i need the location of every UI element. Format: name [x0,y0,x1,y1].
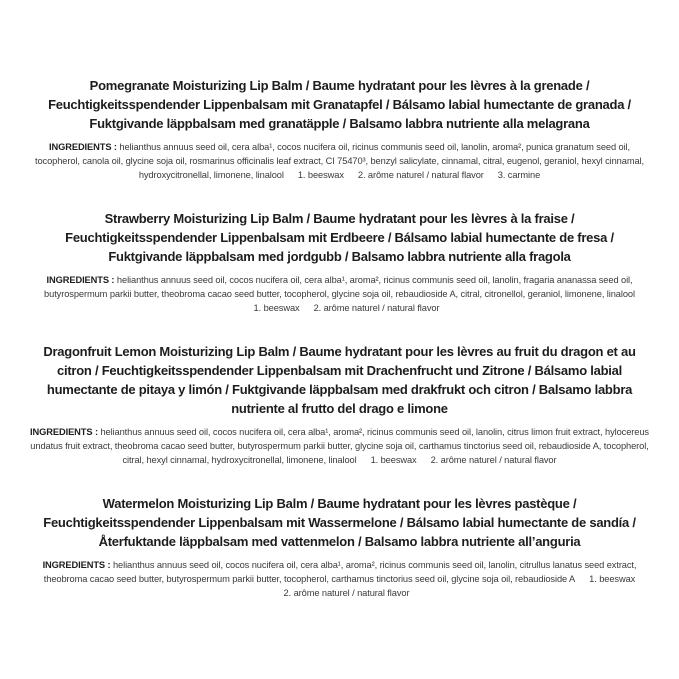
ingredients-text: helianthus annuus seed oil, cera alba¹, cocos nucifera oil, ricinus communis seed oil, lanolin, aroma², punica granatum seed oil, tocopherol, canola oil, glycine soja oil, rosmarinus officinalis leaf extract, CI 75470³, benzyl salicylate, cinnamal, citral, eugenol, geraniol, hexyl cinnamal, hydroxycitronellal, limonene, linalool [34,142,644,180]
ingredients-label: INGREDIENTS : [46,275,115,285]
footnotes [357,455,557,465]
ingredients-paragraph [27,273,652,315]
footnote: 3. carmine [497,170,541,180]
footnote: 2. arôme naturel / natural flavor [283,588,410,598]
footnotes [240,303,440,313]
product-title: Watermelon Moisturizing Lip Balm / Baume hydratant pour les lèvres pastèque / Feuchtigkeitsspendender Lippenbalsam mit Wassermelone / Bálsamo labial humectante de sandía / Återfuktande läppbalsam med vattenmelon / Balsamo labbra nutriente all’anguria [43,496,636,549]
ingredients-text: helianthus annuus seed oil, cocos nucifera oil, cera alba¹, aroma², ricinus communis seed oil, lanolin, citrullus lanatus seed extract, theobroma cacao seed butter, butyrospermum parkii butter, tocopherol, carthamus tinctorius seed oil, glycine soja oil, rebaudioside A [43,560,637,584]
ingredients-label: INGREDIENTS : [42,560,111,570]
product-section-strawberry [26,209,653,315]
ingredients-paragraph [27,558,652,600]
product-section-watermelon [26,494,653,600]
footnote: 2. arôme naturel / natural flavor [313,303,440,313]
product-title: Pomegranate Moisturizing Lip Balm / Baume hydratant pour les lèvres à la grenade / Feuchtigkeitsspendender Lippenbalsam mit Granatapfel / Bálsamo labial humectante de granada / Fuktgivande läppbalsam med granatäpple / Balsamo labbra nutriente alla melagrana [48,78,631,131]
ingredients-text: helianthus annuus seed oil, cocos nucifera oil, cera alba¹, aroma², ricinus communis seed oil, lanolin, citrus limon fruit extract, hylocereus undatus fruit extract, theobroma cacao seed butter, butyrospermum parkii butter, glycine soja oil, carthamus tinctorius seed oil, rebaudioside A, tocopherol, citral, hexyl cinnamal, hydroxycitronellal, limonene, linalool [30,427,649,465]
ingredients-label: INGREDIENTS : [49,142,117,152]
footnote: 1. beeswax [297,170,344,180]
ingredients-text: helianthus annuus seed oil, cocos nucifera oil, cera alba¹, aroma², ricinus communis seed oil, lanolin, fragaria ananassa seed oil, butyrospermum parkii butter, theobroma cacao seed butter, tocopherol, glycine soja oil, rebaudioside A, citral, citronellol, geraniol, limonene, linalool [44,275,635,299]
ingredients-paragraph [27,140,652,182]
footnote: 1. beeswax [253,303,300,313]
footnote: 2. arôme naturel / natural flavor [357,170,484,180]
product-section-pomegranate [26,76,653,182]
footnote: 1. beeswax [589,574,636,584]
ingredients-label: INGREDIENTS : [30,427,98,437]
product-section-dragonfruit-lemon [26,342,653,467]
product-title: Dragonfruit Lemon Moisturizing Lip Balm / Baume hydratant pour les lèvres au fruit du dragon et au citron / Feuchtigkeitsspendender Lippenbalsam mit Drachenfrucht und Zitrone / Bálsamo labial humectante de pitaya y limón / Fuktgivande läppbalsam med drakfrukt och citron / Balsamo labbra nutriente al frutto del drago e limone [43,344,636,416]
footnotes [284,170,540,180]
ingredients-paragraph [27,425,652,467]
footnote: 1. beeswax [370,455,417,465]
product-title: Strawberry Moisturizing Lip Balm / Baume hydratant pour les lèvres à la fraise / Feuchtigkeitsspendender Lippenbalsam mit Erdbeere / Bálsamo labial humectante de fresa / Fuktgivande läppbalsam med jordgubb / Balsamo labbra nutriente alla fragola [65,211,614,264]
footnote: 2. arôme naturel / natural flavor [430,455,557,465]
